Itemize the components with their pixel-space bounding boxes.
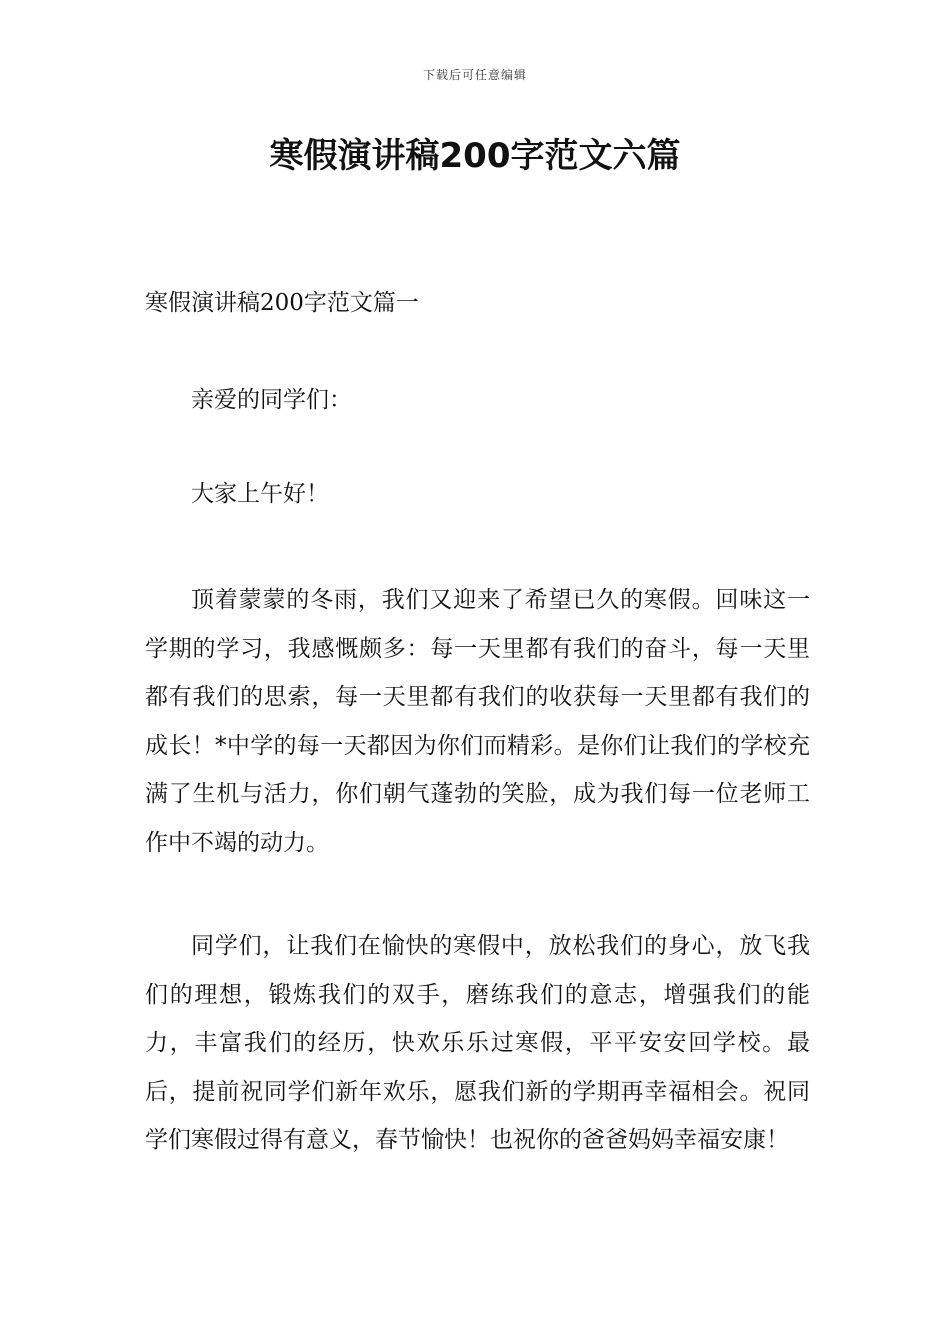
- paragraph-body-1: 顶着蒙蒙的冬雨，我们又迎来了希望已久的寒假。回味这一学期的学习，我感慨颇多：每一天里都有我们的奋斗，每一天里都有我们的思索，每一天里都有我们的收获每一天里都有我们的成长！*中学的每一天都因为你们而精彩。是你们让我们的学校充满了生机与活力，你们朝气蓬勃的笑脸，成为我们每一位老师工作中不竭的动力。: [145, 587, 810, 856]
- paragraph-hello: 大家上午好！: [191, 481, 329, 507]
- header-note: 下载后可任意编辑: [422, 68, 527, 82]
- paragraph-greeting: 亲爱的同学们：: [191, 387, 352, 413]
- paragraph-body-2: 同学们，让我们在愉快的寒假中，放松我们的身心，放飞我们的理想，锻炼我们的双手，磨练我们的意志，增强我们的能力，丰富我们的经历，快欢乐乐过寒假，平平安安回学校。最后，提前祝同学们新年欢乐，愿我们新的学期再幸福相会。祝同学们寒假过得有意义，春节愉快！也祝你的爸爸妈妈幸福安康！: [145, 933, 810, 1154]
- document-title: 寒假演讲稿200字范文六篇: [269, 136, 681, 176]
- section-heading: 寒假演讲稿200字范文篇一: [145, 290, 419, 316]
